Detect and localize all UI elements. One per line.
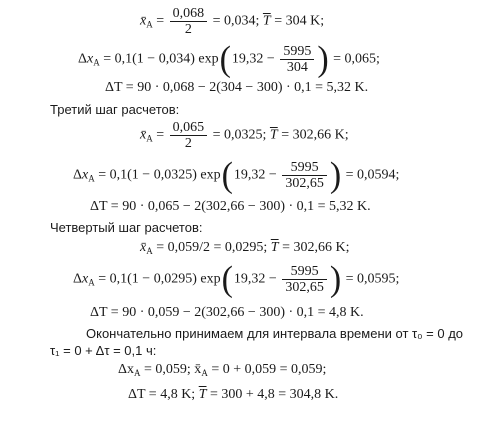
x-symbol: x bbox=[82, 167, 89, 183]
equation-text: ΔT = 90 · 0,068 − 2(304 − 300) · 0,1 = 5,32 K. bbox=[105, 80, 369, 95]
inner-expression: 19,32 − bbox=[231, 51, 279, 67]
section-heading-third-step bbox=[50, 103, 179, 116]
equation-delta-conversion-step4 bbox=[73, 259, 400, 299]
expression: = 0,1(1 − 0,034) exp bbox=[99, 51, 219, 67]
delta-symbol: Δ bbox=[73, 167, 83, 183]
paragraph-text: Окончательно принимаем для интервала времени от τ₀ = 0 до bbox=[86, 326, 464, 341]
fraction bbox=[170, 120, 208, 151]
section-heading-fourth-step bbox=[50, 221, 202, 234]
x-symbol: x bbox=[82, 271, 89, 287]
left-paren: ( bbox=[221, 259, 233, 299]
result: = 0,034; bbox=[209, 13, 263, 29]
equation-text: ΔT = 90 · 0,065 − 2(302,66 − 300) · 0,1 = 5,32 K. bbox=[90, 199, 371, 214]
numerator: 5995 bbox=[282, 264, 327, 280]
delta-symbol: Δ bbox=[73, 271, 83, 287]
right-paren: ) bbox=[329, 259, 342, 299]
temperature-value: = 304 K; bbox=[270, 13, 325, 29]
denominator: 302,65 bbox=[285, 280, 324, 295]
heading-text: Третий шаг расчетов: bbox=[50, 102, 180, 117]
expression: = 0,059; x̄ bbox=[140, 362, 202, 377]
equation-final-conversion bbox=[118, 363, 326, 378]
t-bar-symbol: $\overline{T}$ bbox=[198, 387, 207, 402]
numerator: 5995 bbox=[280, 44, 314, 60]
equation-delta-temperature-step3 bbox=[90, 200, 371, 214]
equation-delta-conversion-step3 bbox=[73, 155, 400, 195]
x-symbol: x bbox=[87, 51, 94, 67]
x-bar-symbol: x̄ bbox=[140, 127, 147, 143]
fraction bbox=[280, 44, 314, 75]
subscript: A bbox=[146, 133, 153, 144]
denominator: 2 bbox=[184, 136, 192, 151]
result: = 0,0325; bbox=[209, 127, 270, 143]
t-bar-symbol: $\overline{T}$ bbox=[270, 240, 279, 255]
subscript: A bbox=[146, 19, 153, 30]
x-bar-symbol: x̄ bbox=[140, 13, 147, 29]
t-bar-symbol: $\overline{T}$ bbox=[269, 127, 278, 143]
subscript: A bbox=[134, 368, 141, 378]
denominator: 302,65 bbox=[285, 176, 324, 191]
expression: ΔT = 4,8 K; bbox=[128, 387, 199, 402]
result: = 0,0595; bbox=[342, 271, 400, 287]
result: = 300 + 4,8 = 304,8 K. bbox=[206, 387, 339, 402]
fraction bbox=[170, 6, 208, 37]
equation-delta-temperature-step2 bbox=[105, 81, 368, 95]
subscript: A bbox=[88, 173, 95, 184]
paragraph-text: τ₁ = 0 + Δτ = 0,1 ч: bbox=[50, 343, 157, 358]
left-paren: ( bbox=[221, 155, 233, 195]
left-paren: ( bbox=[219, 39, 231, 79]
equation-mean-conversion-step2 bbox=[140, 6, 324, 37]
equation-text: ΔT = 90 · 0,059 − 2(302,66 − 300) · 0,1 = 4,8 K. bbox=[90, 305, 364, 320]
fraction bbox=[282, 160, 327, 191]
result: = 0,0594; bbox=[342, 167, 400, 183]
inner-expression: 19,32 − bbox=[233, 271, 281, 287]
numerator: 0,065 bbox=[170, 120, 208, 136]
equation-delta-conversion-step2 bbox=[78, 39, 380, 79]
equation-delta-temperature-step4 bbox=[90, 306, 364, 320]
right-paren: ) bbox=[317, 39, 329, 79]
equals: = bbox=[152, 127, 168, 143]
heading-text: Четвертый шаг расчетов: bbox=[50, 220, 203, 235]
temperature-value: = 302,66 K; bbox=[277, 127, 349, 143]
equation-mean-conversion-step3 bbox=[140, 120, 349, 151]
expression: = 0,1(1 − 0,0325) exp bbox=[94, 167, 221, 183]
paragraph-conclusion-line2 bbox=[50, 344, 156, 357]
delta-symbol: Δ bbox=[78, 51, 88, 67]
equation-final-temperature bbox=[128, 388, 338, 402]
x-bar-symbol: x̄ bbox=[140, 240, 147, 255]
denominator: 304 bbox=[286, 60, 308, 75]
equation-mean-conversion-step4 bbox=[140, 241, 350, 256]
result: = 0,059/2 = 0,0295; bbox=[152, 240, 271, 255]
equals: = bbox=[152, 13, 168, 29]
t-bar-symbol: $\overline{T}$ bbox=[262, 13, 271, 29]
subscript: A bbox=[146, 246, 153, 256]
denominator: 2 bbox=[184, 22, 192, 37]
result: = 0 + 0,059 = 0,059; bbox=[207, 362, 327, 377]
expression: = 0,1(1 − 0,0295) exp bbox=[94, 271, 221, 287]
temperature-value: = 302,66 K; bbox=[278, 240, 350, 255]
subscript: A bbox=[93, 57, 100, 68]
numerator: 0,068 bbox=[170, 6, 208, 22]
paragraph-conclusion-line1 bbox=[86, 327, 463, 340]
inner-expression: 19,32 − bbox=[233, 167, 281, 183]
numerator: 5995 bbox=[282, 160, 327, 176]
result: = 0,065; bbox=[329, 51, 380, 67]
subscript: A bbox=[201, 368, 208, 378]
subscript: A bbox=[88, 277, 95, 288]
fraction bbox=[282, 264, 327, 295]
delta-x-symbol: Δx bbox=[118, 362, 135, 377]
right-paren: ) bbox=[329, 155, 342, 195]
